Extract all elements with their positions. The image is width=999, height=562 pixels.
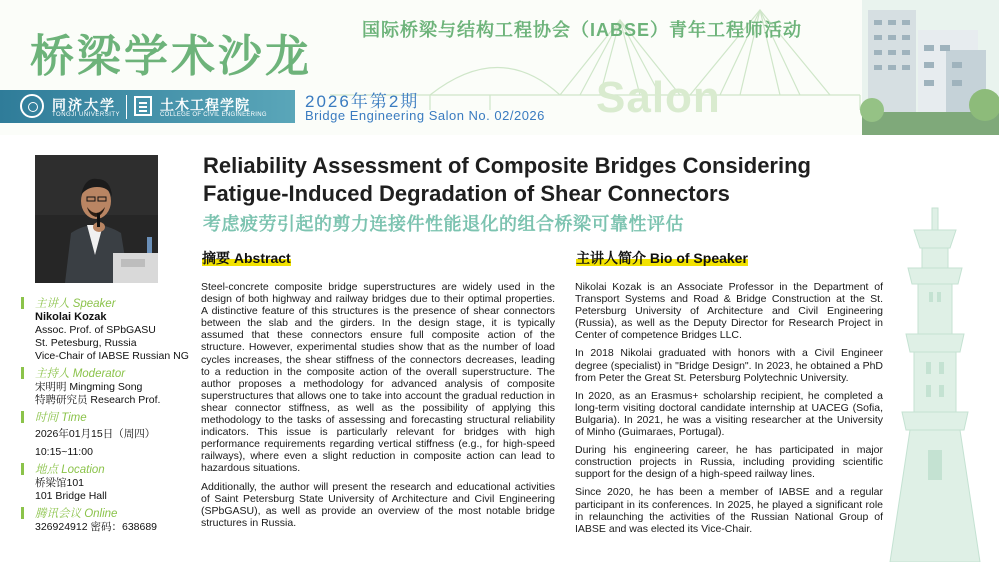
salon-title: 桥梁学术沙龙 <box>30 31 312 82</box>
label-accent-bar <box>21 507 24 519</box>
speaker-label-row <box>21 295 186 311</box>
college-logo-icon <box>134 96 152 116</box>
online-label: 腾讯会议 Online <box>35 508 118 520</box>
issue-number-cn: 2026年第2期 <box>305 92 420 111</box>
abstract-paragraph: Additionally, the author will present the research and educational activities of Saint Petersburg State University of Architecture and Civil Engineering (SPbGASU), as well as provide an overview of the most notable bridge structures in Russia. <box>201 480 555 529</box>
bio-heading-text: 主讲人简介 Bio of Speaker <box>576 250 748 266</box>
talk-title-line-1: Reliability Assessment of Composite Bridges Considering <box>203 153 811 178</box>
event-time: 10:15~11:00 <box>35 446 93 458</box>
issue-number-en: Bridge Engineering Salon No. 02/2026 <box>305 108 545 123</box>
talk-title <box>203 152 963 208</box>
bio-body <box>575 281 883 541</box>
abstract-paragraph: Steel-concrete composite bridge superstructures are widely used in the design of both highway and railway bridges due to their optimal properties. A distinctive feature of this structures is the presence of shear connectors between the slab and the girders. In the design stage, it is typically assumed that these connectors ensure full composite action of the structure. However, experimental studies show that as the number of load cycles increases, the shear stiffness of the connectors decreases, leading to a reduction in the composite action of the overall superstructure. The author proposes a methodology for advanced analysis of composite superstructures that allows one to take into account the gradual reduction in shear connector stiffness, as well as the possibility of applying this methodology to the tasks of assessing and forecasting structural reliability indicators. This issue is particularly relevant for bridges with high performance requirements regarding vertical stiffness (e.g., for high-speed railways), where even a slight reduction in composite action can lead to hazardous situations. <box>201 281 555 475</box>
university-name-cn: 同济大学 <box>52 97 116 113</box>
speaker-photo <box>35 155 158 283</box>
abstract-heading <box>201 248 292 268</box>
bio-paragraph: In 2018 Nikolai graduated with honors with a Civil Engineer degree (specialist) in "Bridge Design". In 2023, he obtained a PhD from Peter the Great St. Petersburg Polytechnic University. <box>575 347 883 384</box>
time-label: 时间 Time <box>35 412 87 424</box>
university-seal-icon <box>20 94 44 118</box>
speaker-name: Nikolai Kozak <box>35 311 107 323</box>
speaker-role: Vice-Chair of IABSE Russian NG <box>35 350 189 362</box>
label-accent-bar <box>21 411 24 423</box>
tower-illustration <box>884 200 999 562</box>
college-name-en: COLLEGE OF CIVIL ENGINEERING <box>160 112 267 118</box>
location-label: 地点 Location <box>35 464 105 476</box>
university-name-en: TONGJI UNIVERSITY <box>52 112 121 118</box>
moderator-name: 宋明明 Mingming Song <box>35 381 143 393</box>
bio-paragraph: During his engineering career, he has participated in major construction projects in Russia, including providing scientific support for the design of a high-speed railway lines. <box>575 444 883 481</box>
abstract-heading-text: 摘要 Abstract <box>202 250 291 266</box>
bio-paragraph: Nikolai Kozak is an Associate Professor in the Department of Transport Systems and Road & Bridge Construction at the St. Petersburg University of Architecture and Civil Engineering (Russia), as well as the Deputy Director for Research Project in Center of competence Bridges LLC. <box>575 281 883 342</box>
event-description: 国际桥梁与结构工程协会（IABSE）青年工程师活动 <box>362 20 803 40</box>
speaker-affiliation: Assoc. Prof. of SPbGASU <box>35 324 156 336</box>
location-cn: 桥梁馆101 <box>35 477 85 489</box>
label-accent-bar <box>21 367 24 379</box>
logo-divider <box>126 95 127 119</box>
salon-wordmark: Salon <box>596 73 721 122</box>
bio-paragraph: In 2020, as an Erasmus+ scholarship recipient, he completed a long-term visiting doctoral candidate internship at UACEG (Sofia, Bulgaria). In 2021, he was a visiting researcher at the University of Minho (Guimaraes, Portugal). <box>575 389 883 439</box>
location-label-row <box>21 461 186 477</box>
speaker-label: 主讲人 Speaker <box>35 298 116 310</box>
header-banner <box>0 0 999 135</box>
talk-title-line-2: Fatigue-Induced Degradation of Shear Connectors <box>203 181 730 206</box>
bio-paragraph: Since 2020, he has been a member of IABSE and a regular participant in its conferences. In 2025, he played a significant role in relaunching the activities of the Russian National Group of IABSE and was elected its Vice-Chair. <box>575 486 883 535</box>
abstract-body <box>201 281 555 535</box>
meeting-id: 326924912 密码：638689 <box>35 521 158 533</box>
speaker-city: St. Petesburg, Russia <box>35 337 137 349</box>
moderator-label: 主持人 Moderator <box>35 368 126 380</box>
time-label-row <box>21 409 186 425</box>
bio-heading <box>575 248 749 268</box>
online-label-row <box>21 505 186 521</box>
label-accent-bar <box>21 297 24 309</box>
event-date: 2026年01月15日（周四） <box>35 428 156 440</box>
location-en: 101 Bridge Hall <box>35 490 107 502</box>
speaker-photo-illustration <box>35 155 158 283</box>
college-name-cn: 土木工程学院 <box>160 97 250 113</box>
label-accent-bar <box>21 463 24 475</box>
moderator-label-row <box>21 365 186 381</box>
talk-title-cn: 考虑疲劳引起的剪力连接件性能退化的组合桥梁可靠性评估 <box>203 214 684 234</box>
moderator-title: 特聘研究员 Research Prof. <box>35 394 161 406</box>
event-info-panel <box>21 293 189 534</box>
